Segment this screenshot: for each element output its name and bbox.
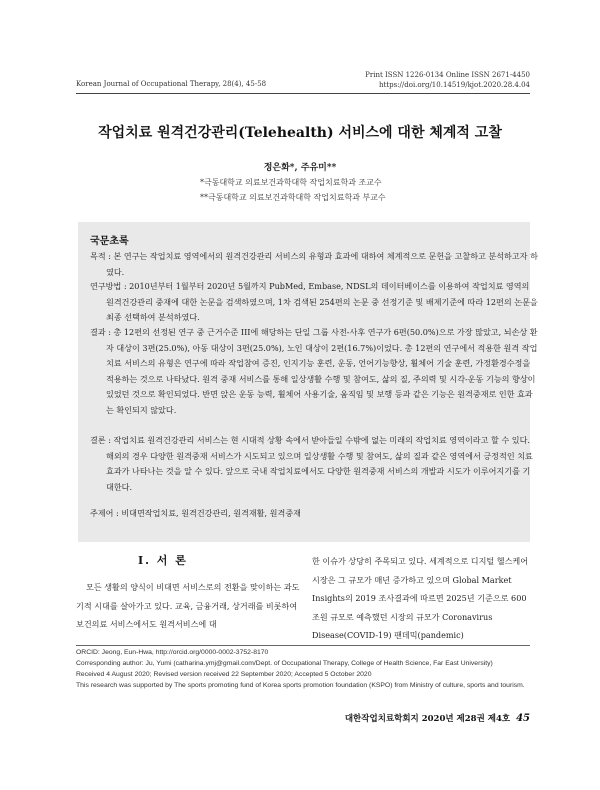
- abstract-purpose: 목적 : 본 연구는 작업치료 영역에서의 원격건강관리 서비스의 유형과 효과에 대하여 체계적으로 문헌을 고찰하고 분석하고자 하였다.: [90, 251, 538, 277]
- received-note: Received 4 August 2020; Revised version received 22 September 2020; Accepted 5 October 2020: [76, 671, 372, 678]
- funding-note: This research was supported by The sports promoting fund of Korea sports promotion foundation (KSPO) from Ministry of culture, sports and tourism.: [76, 682, 525, 689]
- footer-journal: 대한작업치료학회지 2020년 제28권 제4호: [344, 714, 511, 724]
- affiliation-2: **극동대학교 의료보건과학대학 작업치료학과 부교수: [200, 193, 386, 202]
- journal-citation: Korean Journal of Occupational Therapy, 28(4), 45-58: [76, 80, 267, 88]
- intro-right-column: 한 이슈가 상당히 주목되고 있다. 세계적으로 디지털 헬스케어 시장은 그 규모가 매년 증가하고 있으며 Global Market Insights의 2019 조사결과에 따르면 2025년 기준으로 600조원 규모로 예측했던 시장의 규모가 Coronavirus Disease(COVID-19) 팬데믹(pandemic): [312, 556, 529, 640]
- keywords: 주제어 : 비대면작업치료, 원격건강관리, 원격재활, 원격중재: [90, 508, 301, 518]
- doi-link[interactable]: https://doi.org/10.14519/kjot.2020.28.4.04: [378, 81, 530, 89]
- abstract-conclusion: 결론 : 작업치료 원격건강관리 서비스는 현 시대적 상황 속에서 받아들일 수밖에 없는 미래의 작업치료 영역이라고 할 수 있다. 해외의 경우 다양한 원격중재 서비스가 시도되고 있으며 일상생활 수행 및 참여도, 삶의 질과 같은 영역에서 긍정적인 치료 효과가 나타나는 것을 알 수 있다. 앞으로 국내 작업치료에서도 다양한 원격중재 서비스의 개발과 시도가 이루어지기를 기대한다.: [90, 435, 533, 492]
- intro-left-column: 모든 생활의 양식이 비대면 서비스로의 전환을 맞이하는 과도기적 시대를 살아가고 있다. 교육, 금융거래, 상거래를 비롯하여 보건의료 서비스에서도 원격서비스에 대: [76, 582, 300, 629]
- abstract-methods: 연구방법 : 2010년부터 1월부터 2020년 5월까지 PubMed, Embase, NDSL의 데이터베이스를 이용하여 작업치료 영역의 원격건강관리 중재에 대한 논문을 검색하였으며, 1차 검색된 254편의 논문 중 선정기준 및 배제기준에 따라 12편의 논문을 최종 선택하여 분석하였다.: [90, 281, 538, 322]
- header-divider: [76, 93, 530, 94]
- section-heading: I. 서 론: [138, 554, 188, 567]
- abstract-results: 결과 : 총 12편의 선정된 연구 중 근거수준 III에 해당하는 단일 그룹 사전-사후 연구가 6편(50.0%)으로 가장 많았고, 뇌손상 환자 대상이 3편(25.0%), 아동 대상이 3편(25.0%), 노인 대상이 2편(16.7%)이었다. 총 12편의 연구에서 적용한 원격 작업치료 서비스의 유형은 연구에 따라 작업참여 증진, 인지기능 훈련, 운동, 언어기능향상, 휠체어 기술 훈련, 가정환경수정을 적용하는 것으로 나타났다. 원격 중재 서비스를 통해 일상생활 수행 및 참여도, 삶의 질, 주의력 및 시각-운동 기능의 향상이 있었던 것으로 확인되었다. 반면 앉은 운동 능력, 휠체어 사용기술, 움직임 및 보행 등과 같은 기능은 원격중재로 인한 효과는 확인되지 않았다.: [90, 327, 538, 415]
- paper-title: 작업치료 원격건강관리(Telehealth) 서비스에 대한 체계적 고찰: [98, 125, 502, 141]
- page-footer: [345, 712, 530, 724]
- author-list: 정은화*, 주유미**: [263, 163, 337, 173]
- affiliation-1: *극동대학교 의료보건과학대학 작업치료학과 조교수: [200, 178, 382, 187]
- orcid-note: ORCID: Jeong, Eun-Hwa, http://orcid.org/0000-0002-3752-8170: [76, 649, 269, 656]
- abstract-heading: 국문초록: [90, 236, 129, 247]
- footnote-divider: [76, 645, 530, 646]
- page-number: 45: [516, 713, 530, 724]
- corresponding-note: Corresponding author: Ju, Yumi (catharina.ymj@gmail.com/Dept. of Occupational Therapy, College of Health Science, Far East University): [76, 660, 493, 667]
- issn-line: Print ISSN 1226-0134 Online ISSN 2671-4450: [365, 71, 530, 79]
